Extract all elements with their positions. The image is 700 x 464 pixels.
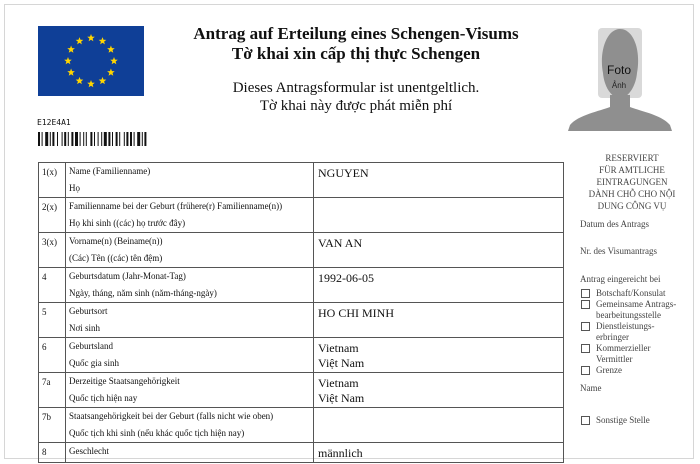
option-other-office[interactable] bbox=[581, 415, 686, 426]
checkbox[interactable] bbox=[581, 344, 590, 353]
form-row bbox=[39, 233, 564, 268]
free-notice-vietnamese: Tờ khai này được phát miễn phí bbox=[259, 98, 453, 114]
star-icon bbox=[64, 57, 72, 64]
visa-application-number-label: Nr. des Visumantrags bbox=[580, 246, 658, 256]
submitted-option[interactable] bbox=[581, 299, 686, 321]
field-number: 2(x) bbox=[39, 198, 66, 233]
submitted-option[interactable] bbox=[581, 343, 686, 365]
form-row bbox=[39, 338, 564, 373]
star-icon bbox=[67, 46, 75, 53]
field-value[interactable] bbox=[314, 268, 564, 303]
field-label-german: Staatsangehörigkeit bei der Geburt (falls nicht wie oben) bbox=[69, 411, 274, 421]
barcode-id: E12E4A1 bbox=[37, 118, 71, 127]
field-value-line: Việt Nam bbox=[318, 391, 365, 405]
option-label-line: Vermittler bbox=[596, 354, 633, 364]
field-label-vietnamese: Quốc tịch hiện nay bbox=[69, 393, 138, 403]
field-number: 4 bbox=[39, 268, 66, 303]
star-icon bbox=[99, 37, 107, 44]
star-icon bbox=[76, 77, 84, 84]
heading-line: DUNG CÔNG VỤ bbox=[597, 201, 667, 211]
field-label-german: Geburtsland bbox=[69, 341, 113, 351]
heading-line: FÜR AMTLICHE bbox=[599, 165, 665, 175]
checkbox[interactable] bbox=[581, 300, 590, 309]
field-value[interactable] bbox=[314, 233, 564, 268]
option-label bbox=[596, 321, 655, 343]
option-label-line: Gemeinsame Antrags- bbox=[596, 299, 677, 309]
field-label-vietnamese: Quốc tịch khi sinh (nếu khác quốc tịch hiện nay) bbox=[69, 428, 245, 438]
field-label bbox=[66, 163, 314, 198]
field-label bbox=[66, 198, 314, 233]
form-header bbox=[160, 24, 552, 115]
field-label-vietnamese: Nơi sinh bbox=[69, 323, 101, 333]
field-label bbox=[66, 303, 314, 338]
field-label bbox=[66, 268, 314, 303]
field-label bbox=[66, 408, 314, 443]
field-number: 1(x) bbox=[39, 163, 66, 198]
star-icon bbox=[110, 57, 118, 64]
field-value-line: NGUYEN bbox=[318, 166, 369, 180]
official-use-panel bbox=[572, 152, 686, 426]
field-value-line: VAN AN bbox=[318, 236, 363, 250]
form-row bbox=[39, 268, 564, 303]
field-label-german: Derzeitige Staatsangehörigkeit bbox=[69, 376, 180, 386]
field-label bbox=[66, 338, 314, 373]
field-number: 6 bbox=[39, 338, 66, 373]
option-label-line: Kommerzieller bbox=[596, 343, 651, 353]
field-value[interactable] bbox=[314, 373, 564, 408]
field-label bbox=[66, 373, 314, 408]
field-number: 7b bbox=[39, 408, 66, 443]
heading-line: EINTRAGUNGEN bbox=[596, 177, 668, 187]
field-number: 3(x) bbox=[39, 233, 66, 268]
option-label bbox=[596, 343, 650, 365]
checkbox[interactable] bbox=[581, 416, 590, 425]
field-value-line: männlich bbox=[318, 446, 363, 460]
submitted-option[interactable] bbox=[581, 288, 686, 299]
photo-placeholder bbox=[566, 23, 672, 131]
star-icon bbox=[87, 34, 95, 41]
photo-label: Foto bbox=[606, 63, 631, 77]
field-label-vietnamese: Quốc gia sinh bbox=[69, 358, 119, 368]
form-row bbox=[39, 303, 564, 338]
field-value-line: Vietnam bbox=[318, 341, 359, 355]
application-date-label: Datum des Antrags bbox=[580, 219, 649, 229]
field-label bbox=[66, 443, 314, 463]
field-label-german: Geschlecht bbox=[69, 446, 109, 456]
field-value-line: HO CHI MINH bbox=[318, 306, 394, 320]
field-value[interactable] bbox=[314, 303, 564, 338]
form-row bbox=[39, 373, 564, 408]
eu-flag-icon bbox=[38, 26, 144, 96]
applicant-form-table bbox=[38, 162, 564, 463]
name-label: Name bbox=[580, 383, 602, 393]
option-label-line: Dienstleistungs- bbox=[596, 321, 655, 331]
field-number: 8 bbox=[39, 443, 66, 463]
option-label bbox=[596, 365, 622, 376]
option-label bbox=[596, 288, 666, 299]
field-value[interactable] bbox=[314, 443, 564, 463]
field-label-vietnamese: (Các) Tên ((các) tên đệm) bbox=[69, 253, 163, 263]
option-label bbox=[596, 299, 676, 321]
field-value-line: Việt Nam bbox=[318, 356, 365, 370]
field-label-vietnamese: Họ bbox=[69, 183, 80, 193]
field-label-german: Vorname(n) (Beiname(n)) bbox=[69, 236, 163, 246]
option-label-line: bearbeitungsstelle bbox=[596, 310, 661, 320]
free-notice-german: Dieses Antragsformular ist unentgeltlich. bbox=[232, 80, 480, 96]
submitted-at-label: Antrag eingereicht bei bbox=[580, 274, 661, 284]
title-german: Antrag auf Erteilung eines Schengen-Visums bbox=[193, 24, 519, 43]
form-row bbox=[39, 198, 564, 233]
field-label-german: Geburtsort bbox=[69, 306, 108, 316]
field-label bbox=[66, 233, 314, 268]
field-value-line: Vietnam bbox=[318, 376, 359, 390]
official-use-heading bbox=[578, 152, 686, 212]
option-label-line: erbringer bbox=[596, 332, 629, 342]
title-vietnamese: Tờ khai xin cấp thị thực Schengen bbox=[231, 44, 481, 63]
field-value[interactable] bbox=[314, 408, 564, 443]
field-value[interactable] bbox=[314, 163, 564, 198]
heading-line: RESERVIERT bbox=[605, 153, 659, 163]
checkbox[interactable] bbox=[581, 366, 590, 375]
heading-line: DÀNH CHỖ CHO NỘI bbox=[588, 189, 676, 199]
field-label-german: Name (Familienname) bbox=[69, 166, 151, 176]
form-row bbox=[39, 408, 564, 443]
field-label-vietnamese: Ngày, tháng, năm sinh (năm-tháng-ngày) bbox=[69, 288, 217, 298]
form-row bbox=[39, 163, 564, 198]
star-icon bbox=[107, 46, 115, 53]
field-number: 5 bbox=[39, 303, 66, 338]
field-value[interactable] bbox=[314, 338, 564, 373]
submitted-option[interactable] bbox=[581, 365, 686, 376]
form-row bbox=[39, 443, 564, 463]
field-label-german: Familienname bei der Geburt (frühere(r) Familienname(n)) bbox=[69, 201, 283, 211]
star-icon bbox=[67, 69, 75, 76]
photo-label-vietnamese: Ảnh bbox=[611, 81, 627, 90]
checkbox[interactable] bbox=[581, 322, 590, 331]
field-label-german: Geburtsdatum (Jahr-Monat-Tag) bbox=[69, 271, 186, 281]
option-label: Sonstige Stelle bbox=[596, 415, 650, 425]
star-icon bbox=[107, 69, 115, 76]
checkbox[interactable] bbox=[581, 289, 590, 298]
field-value-line: 1992-06-05 bbox=[318, 271, 374, 285]
star-icon bbox=[76, 37, 84, 44]
barcode-icon bbox=[38, 132, 198, 146]
field-value[interactable] bbox=[314, 198, 564, 233]
star-icon bbox=[99, 77, 107, 84]
option-label-line: Grenze bbox=[596, 365, 622, 375]
option-label-line: Botschaft/Konsulat bbox=[596, 288, 666, 298]
field-label-vietnamese: Họ khi sinh ((các) họ trước đây) bbox=[69, 218, 186, 228]
star-icon bbox=[87, 80, 95, 87]
submitted-option[interactable] bbox=[581, 321, 686, 343]
field-number: 7a bbox=[39, 373, 66, 408]
